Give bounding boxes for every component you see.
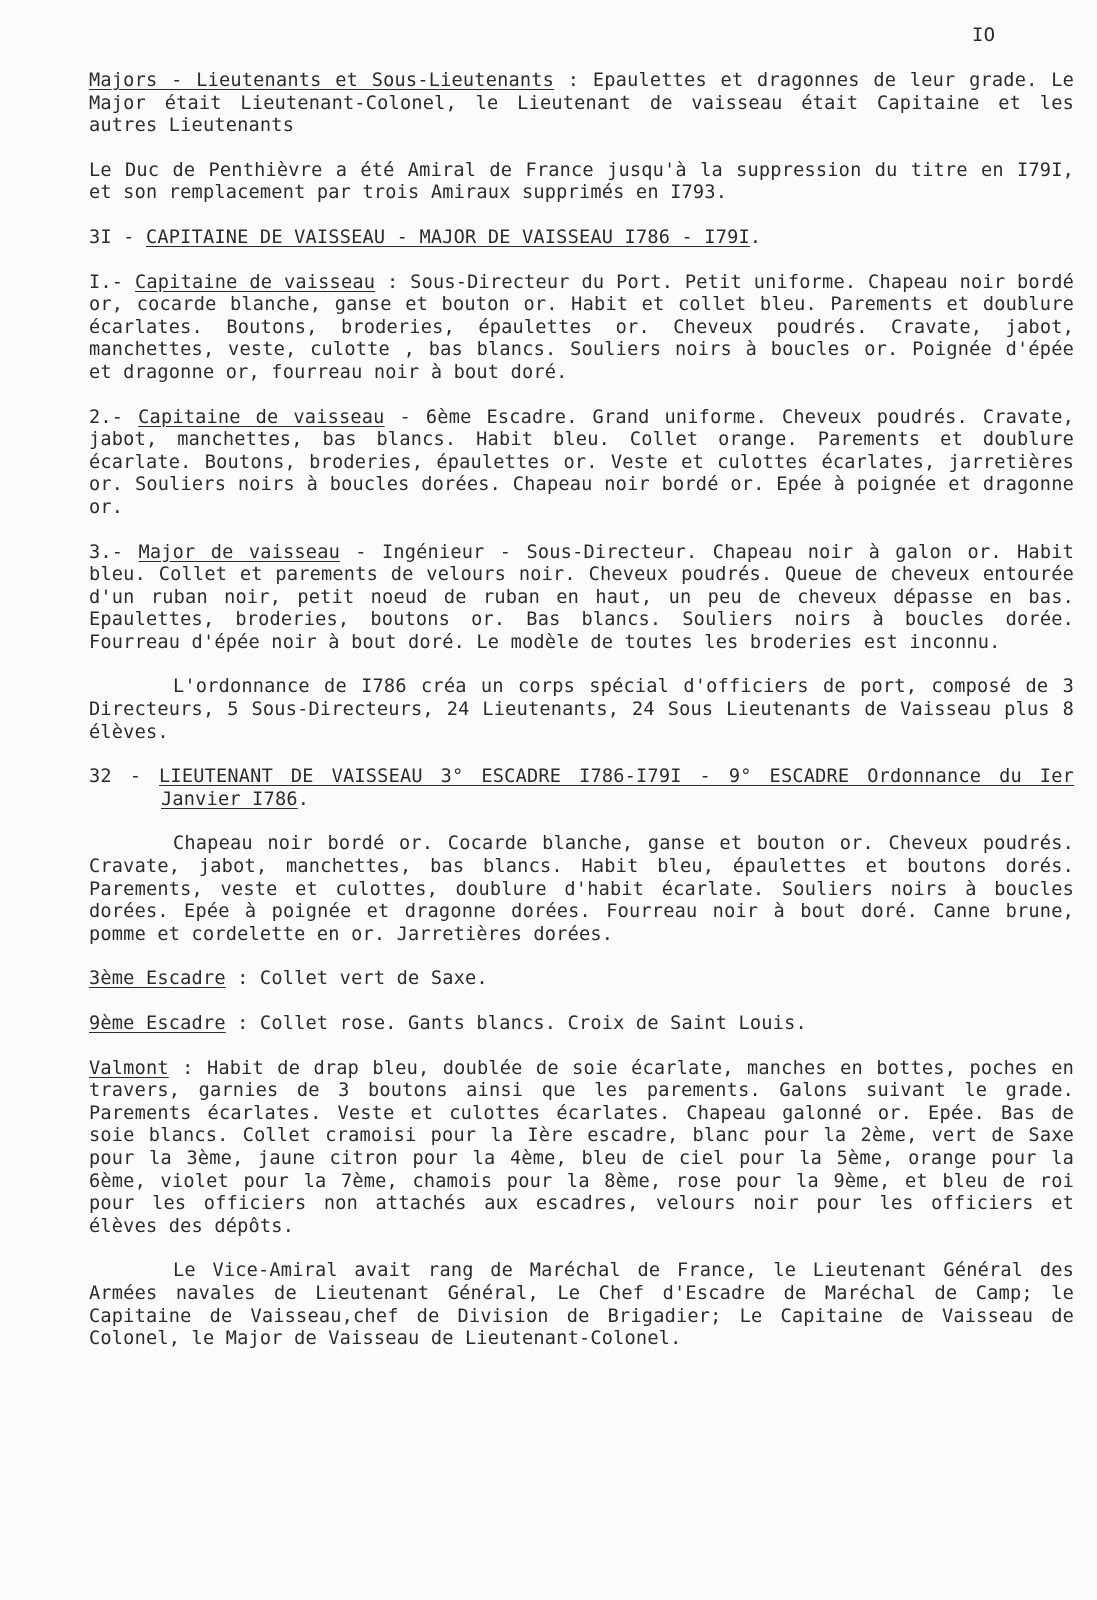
section-32-title-end: . — [297, 788, 310, 810]
escadre-3-paragraph — [89, 968, 1074, 991]
escadre-9-separator: : — [225, 1013, 260, 1034]
section-31-item-3 — [89, 542, 1074, 655]
ordonnance-paragraph: L'ordonnance de I786 créa un corps spécial d'officiers de port, composé de 3 Directeurs, 5 Sous-Directeurs, 24 Lieutenants, 24 Sous Lieutenants de Vaisseau plus 8 élèves. — [89, 676, 1074, 743]
majors-separator: : — [554, 70, 593, 91]
escadre-9-heading: 9ème Escadre — [89, 1013, 226, 1034]
escadre-9-paragraph — [89, 1013, 1074, 1036]
valmont-separator: : — [168, 1057, 207, 1079]
valmont-text: Habit de drap bleu, doublée de soie écarlate, manches en bottes, poches en travers, garnies de 3 boutons ainsi que les parements. Galons suivant le grade. Parements écarlates. Veste et culottes écarlates. Chapeau galonné or. Epée. Bas de soie blancs. Collet cramoisi pour la Ière escadre, blanc pour la 2ème, vert de Saxe pour la 3ème, jaune citron pour la 4ème, bleu de ciel pour la 5ème, orange pour la 6ème, violet pour la 7ème, chamois pour la 8ème, rose pour la 9ème, et bleu de roi pour les officiers non attachés aux escadres, velours noir pour les officiers et élèves des dépôts. — [89, 1057, 1075, 1237]
page-number: IO — [972, 24, 996, 46]
vice-amiral-paragraph: Le Vice-Amiral avait rang de Maréchal de France, le Lieutenant Général des Armées navales de Lieutenant Général, Le Chef d'Escadre de Maréchal de Camp; le Capitaine de Vaisseau,chef de Division de Brigadier; Le Capitaine de Vaisseau de Colonel, le Major de Vaisseau de Lieutenant-Colonel. — [89, 1260, 1074, 1350]
item-1-text: Sous-Directeur du Port. Petit uniforme. Chapeau noir bordé or, cocarde blanche, ganse et bouton or. Habit et collet bleu. Parements et doublure écarlates. Boutons, broderies, épaulettes or. Cheveux poudrés. Cravate, jabot, manchettes, veste, culotte , bas blancs. Souliers noirs à boucles or. Poignée d'épée et dragonne or, fourreau noir à bout doré. — [89, 271, 1074, 383]
majors-heading: Majors - Lieutenants et Sous-Lieutenants — [89, 70, 555, 91]
escadre-3-text: Collet vert de Saxe. — [259, 968, 488, 990]
section-31-heading — [89, 227, 1074, 250]
item-1-heading: Capitaine de vaisseau — [135, 271, 376, 293]
section-31-item-1 — [89, 272, 1074, 385]
item-2-heading: Capitaine de vaisseau — [138, 406, 385, 428]
penthievre-paragraph: Le Duc de Penthièvre a été Amiral de France jusqu'à la suppression du titre en I79I, et son remplacement par trois Amiraux supprimés en I793. — [89, 159, 1074, 204]
item-3-number: 3.- — [89, 541, 139, 563]
escadre-3-heading: 3ème Escadre — [89, 968, 226, 990]
section-31-title: CAPITAINE DE VAISSEAU - MAJOR DE VAISSEAU I786 - I79I — [145, 226, 750, 248]
document-body — [89, 70, 1074, 1351]
section-32-title: LIEUTENANT DE VAISSEAU 3° ESCADRE I786-I79I - 9° ESCADRE Ordonnance du Ier Janvier I786 — [159, 766, 1074, 810]
section-31-item-2 — [89, 407, 1074, 520]
item-2-number: 2.- — [89, 406, 139, 428]
valmont-paragraph — [89, 1058, 1074, 1239]
item-3-heading: Major de vaisseau — [138, 541, 340, 563]
section-32-text: Chapeau noir bordé or. Cocarde blanche, ganse et bouton or. Cheveux poudrés. Cravate, jabot, manchettes, bas blancs. Habit bleu, épaulettes et boutons dorés. Parements, veste et culottes, doublure d'habit écarlate. Souliers noirs à boucles dorées. Epée à poignée et dragonne dorées. Fourreau noir à bout doré. Canne brune, pomme et cordelette en or. Jarretières dorées. — [89, 833, 1074, 945]
item-1-number: I.- — [89, 271, 135, 293]
section-32-heading — [89, 766, 1074, 811]
majors-paragraph — [89, 70, 1074, 138]
item-2-text: 6ème Escadre. Grand uniforme. Cheveux poudrés. Cravate, jabot, manchettes, bas blancs. Habit bleu. Collet orange. Parements et doublure écarlate. Boutons, broderies, épaulettes or. Veste et culottes écarlates, jarretières or. Souliers noirs à boucles dorées. Chapeau noir bordé or. Epée à poignée et dragonne or. — [89, 406, 1074, 518]
escadre-9-text: Collet rose. Gants blancs. Croix de Saint Louis. — [259, 1013, 807, 1034]
item-2-separator: - — [384, 406, 426, 428]
section-32-number: 32 - — [89, 766, 160, 788]
valmont-heading: Valmont — [89, 1057, 169, 1079]
majors-text: Epaulettes et dragonnes de leur grade. Le Major était Lieutenant-Colonel, le Lieutenant de vaisseau était Capitaine et les autres Lieutenants — [89, 70, 1074, 137]
section-31-title-end: . — [749, 226, 762, 248]
item-3-text: Ingénieur - Sous-Directeur. Chapeau noir à galon or. Habit bleu. Collet et parements de velours noir. Cheveux poudrés. Queue de cheveux entourée d'un ruban noir, petit noeud de ruban en haut, un peu de cheveux dépasse en bas. Epaulettes, broderies, boutons or. Bas blancs. Souliers noirs à boucles dorée. Fourreau d'épée noir à bout doré. Le modèle de toutes les broderies est inconnu. — [89, 541, 1075, 653]
section-31-number: 3I - — [89, 226, 146, 248]
item-3-separator: - — [339, 541, 382, 563]
item-1-separator: : — [375, 271, 411, 293]
escadre-3-separator: : — [225, 968, 260, 990]
